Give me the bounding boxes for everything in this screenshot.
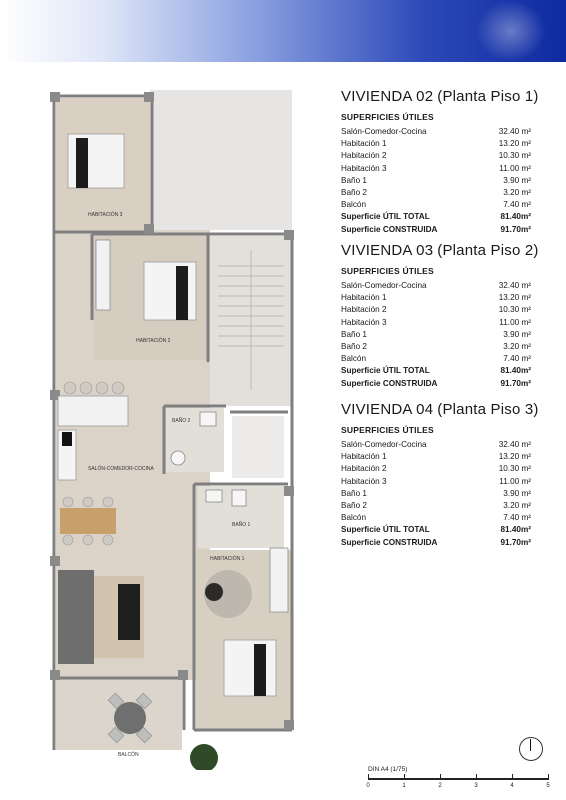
surface-row [341,224,531,236]
bath1-sink [206,490,222,502]
surface-row [341,353,531,365]
surface-value: 32.40 m² [498,127,531,136]
unit-name: VIVIENDA 02 [341,88,434,105]
surface-row [341,439,531,451]
surface-label: Superficie CONSTRUIDA [341,537,438,547]
scale-tick [404,774,405,780]
armchair [205,583,223,601]
unit-title [341,242,539,259]
scale-tick-label: 2 [438,783,442,789]
surface-value: 10.30 m² [498,151,531,161]
surface-label: Habitación 3 [341,476,387,486]
surface-value: 81.40m² [500,525,531,535]
surface-value: 13.20 m² [498,293,531,303]
unit-title [341,88,539,105]
bed-2 [144,262,196,320]
unit-floor: (Planta Piso 1) [437,88,539,105]
surface-row [341,126,531,138]
surface-label: Superficie ÚTIL TOTAL [341,525,430,535]
surface-value: 91.70m² [500,224,531,234]
terrace-area [150,90,292,230]
surface-label: Habitación 1 [341,293,387,303]
surface-value: 3.20 m² [503,342,531,352]
plant [190,744,218,770]
sofa [58,570,94,664]
surface-row [341,329,531,341]
floor-plan [48,90,300,770]
surface-row [341,537,531,549]
scale-tick-label: 5 [546,783,550,789]
surface-value: 11.00 m² [499,163,531,173]
surfaces-table [341,439,531,549]
surface-row [341,451,531,463]
scale-tick [512,774,513,780]
unit-name: VIVIENDA 04 [341,401,434,418]
surface-value: 11.00 m² [499,317,531,327]
unit-floor: (Planta Piso 2) [437,242,539,259]
scale-tick-label: 0 [366,783,370,789]
surface-label: Salón-Comedor-Cocina [341,440,427,449]
surface-value: 32.40 m² [498,281,531,290]
label-habitacion3: HABITACIÓN 3 [88,212,123,218]
surface-value: 3.20 m² [503,188,531,198]
wardrobe-2 [270,548,288,612]
surface-label: Salón-Comedor-Cocina [341,127,427,136]
scale-tick [548,774,549,780]
scale-tick [476,774,477,780]
surfaces-table [341,126,531,236]
header-banner [0,0,566,62]
surface-label: Balcón [341,200,367,210]
north-compass-icon [519,737,543,761]
surface-row [341,524,531,536]
scale-tick-label: 1 [402,783,406,789]
surface-row [341,292,531,304]
surface-label: Baño 1 [341,329,367,339]
surface-value: 13.20 m² [498,452,531,462]
surface-row [341,476,531,488]
unit-04 [341,401,539,549]
surface-value: 3.20 m² [503,501,531,511]
surface-value: 81.40m² [500,366,531,376]
surface-value: 7.40 m² [503,354,531,364]
surface-row [341,280,531,292]
surface-value: 3.90 m² [503,488,531,498]
surface-label: Habitación 1 [341,452,387,462]
unit-title [341,401,539,418]
scale-tick-label: 3 [474,783,478,789]
surface-label: Habitación 2 [341,305,387,315]
label-habitacion2: HABITACIÓN 2 [136,338,171,344]
surface-value: 32.40 m² [498,440,531,449]
bed-1 [224,640,276,696]
surface-row [341,304,531,316]
label-bano1: BAÑO 1 [232,522,251,528]
surface-value: 11.00 m² [499,476,531,486]
bed-2-blanket [176,266,188,320]
surface-row [341,341,531,353]
surfaces-subtitle: SUPERFICIES ÚTILES [341,266,434,276]
surface-row [341,211,531,223]
unit-02 [341,88,539,236]
bath2-sink [171,451,185,465]
surface-label: Baño 1 [341,175,367,185]
surface-label: Superficie CONSTRUIDA [341,378,438,388]
label-habitacion1: HABITACIÓN 1 [210,556,245,562]
unit-floor: (Planta Piso 3) [437,401,539,418]
surface-row [341,378,531,390]
surface-label: Habitación 2 [341,464,387,474]
surface-value: 3.90 m² [503,175,531,185]
surface-row [341,317,531,329]
surface-label: Baño 2 [341,188,367,198]
surface-label: Habitación 3 [341,163,387,173]
surface-row [341,150,531,162]
surfaces-table [341,280,531,390]
surfaces-subtitle: SUPERFICIES ÚTILES [341,425,434,435]
surface-value: 3.90 m² [503,329,531,339]
surface-value: 10.30 m² [498,464,531,474]
scale-tick [440,774,441,780]
surface-label: Salón-Comedor-Cocina [341,281,427,290]
label-balcon: BALCÓN [118,752,139,758]
surface-row [341,488,531,500]
surface-row [341,175,531,187]
bath1-toilet [232,490,246,506]
surface-row [341,500,531,512]
scale-line [368,778,548,780]
bed-1-blanket [254,644,266,696]
surface-label: Balcón [341,513,367,523]
bath2-toilet [200,412,216,426]
surface-label: Habitación 1 [341,139,387,149]
surface-label: Baño 2 [341,342,367,352]
surface-row [341,199,531,211]
surface-row [341,512,531,524]
surface-row [341,463,531,475]
scale-tick [368,774,369,780]
bed-3-blanket [76,138,88,188]
surfaces-subtitle: SUPERFICIES ÚTILES [341,112,434,122]
surface-label: Balcón [341,354,367,364]
unit-03 [341,242,539,390]
scale-label: DIN A4 (1/75) [368,766,408,773]
shower-area [232,416,284,478]
surface-value: 7.40 m² [503,513,531,523]
surface-row [341,187,531,199]
label-bano2: BAÑO 2 [172,418,191,424]
surface-value: 81.40m² [500,212,531,222]
surface-row [341,163,531,175]
surface-label: Superficie CONSTRUIDA [341,224,438,234]
surface-row [341,138,531,150]
wardrobe [96,240,110,310]
label-salon: SALÓN-COMEDOR-COCINA [88,466,154,472]
surface-label: Superficie ÚTIL TOTAL [341,212,430,222]
unit-name: VIVIENDA 03 [341,242,434,259]
scale-tick-label: 4 [510,783,514,789]
dining-table [60,508,116,534]
coffee-table [118,584,140,640]
surface-label: Habitación 2 [341,151,387,161]
surface-label: Baño 1 [341,488,367,498]
kitchen-counter [58,396,128,426]
surface-label: Superficie ÚTIL TOTAL [341,366,430,376]
surface-value: 7.40 m² [503,200,531,210]
surface-label: Habitación 3 [341,317,387,327]
surface-label: Baño 2 [341,501,367,511]
surface-value: 91.70m² [500,537,531,547]
cooktop [62,432,72,446]
surface-value: 10.30 m² [498,305,531,315]
surface-value: 91.70m² [500,378,531,388]
compass-needle [530,739,531,751]
surface-value: 13.20 m² [498,139,531,149]
surface-row [341,365,531,377]
banner-shine [476,0,546,62]
